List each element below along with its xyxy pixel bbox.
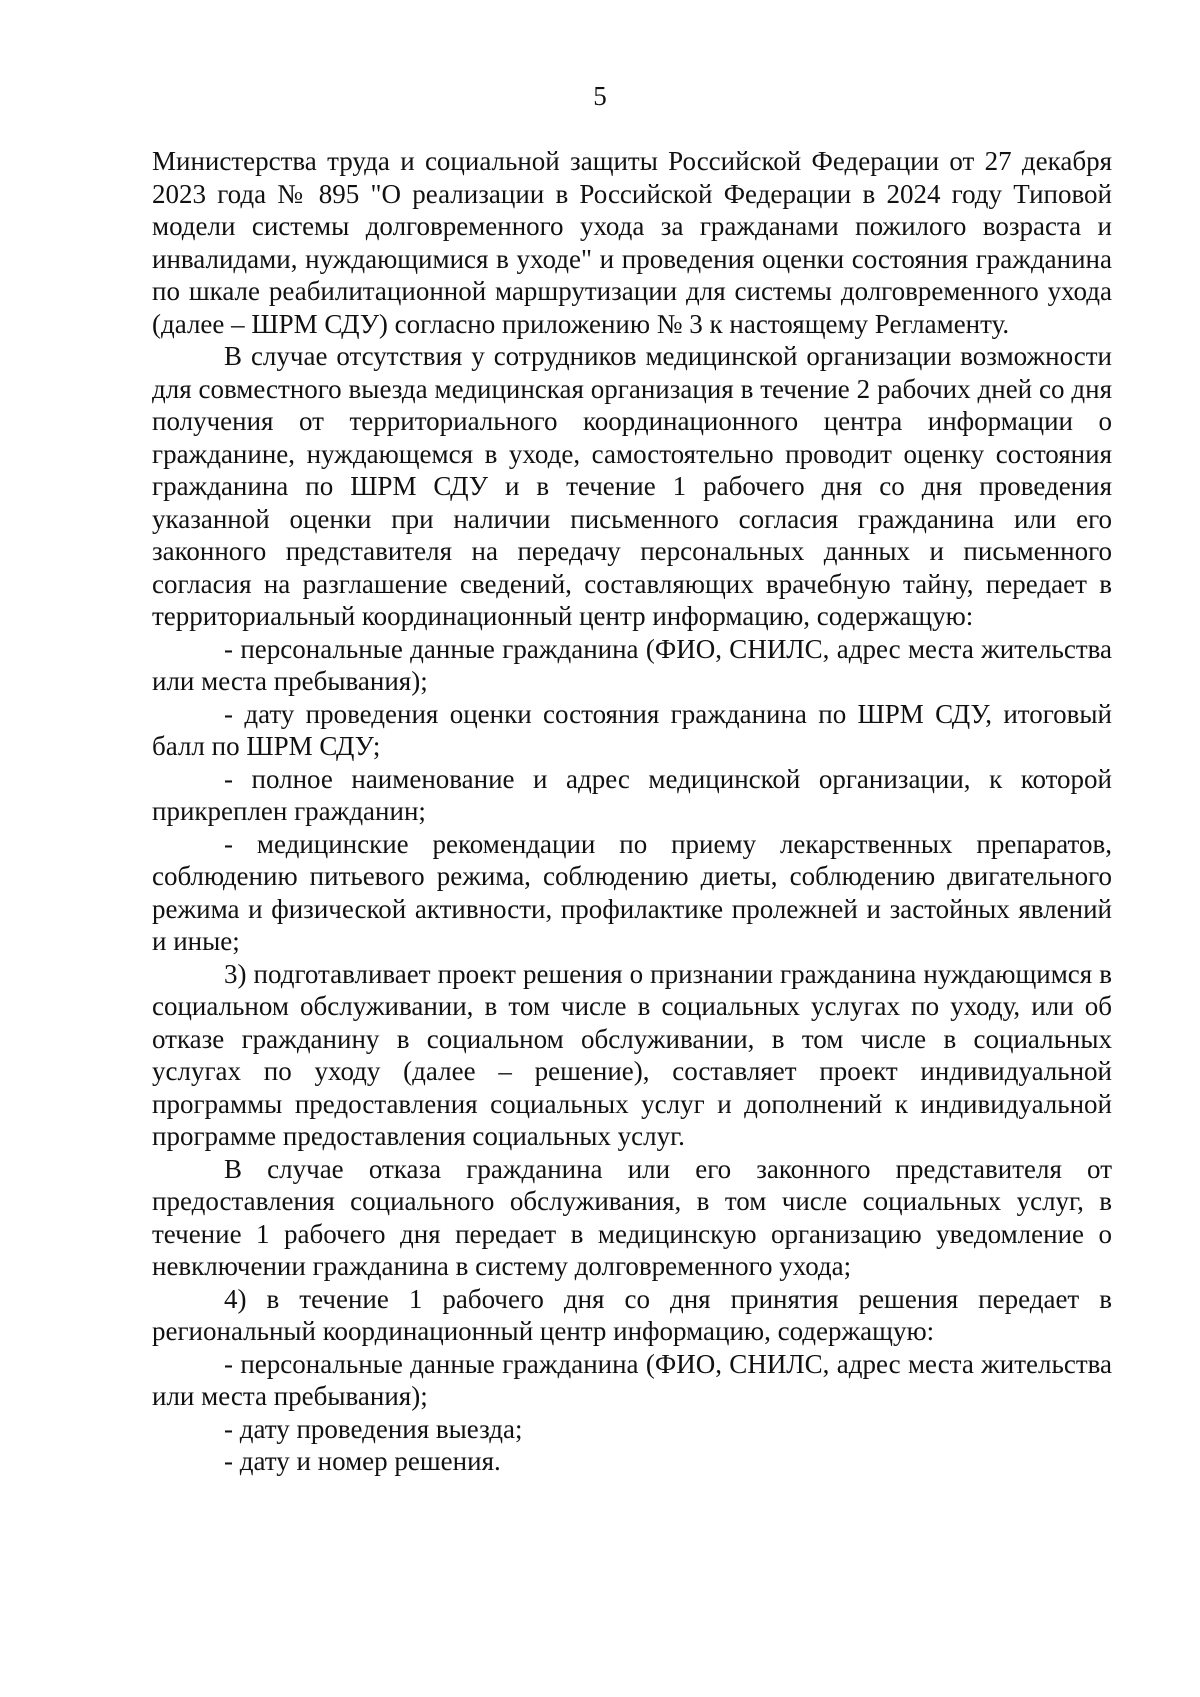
page-number: 5 [593, 81, 607, 111]
paragraph-item-4: 4) в течение 1 рабочего дня со дня принятия решения передает в региональный координационный центр информацию, содержащую: [152, 1283, 1112, 1346]
list-item-assessment-date: - дату проведения оценки состояния гражданина по ШРМ СДУ, итоговый балл по ШРМ СДУ; [152, 698, 1112, 761]
list-item-organization-name: - полное наименование и адрес медицинской организации, к которой прикреплен гражданин; [152, 763, 1112, 826]
paragraph-medical-organization-assessment: В случае отсутствия у сотрудников медицинской организации возможности для совместного выезда медицинская организация в течение 2 рабочих дней со дня получения от территориального координационного центра информации о гражданине, нуждающемся в уходе, самостоятельно проводит оценку состояния гражданина по ШРМ СДУ и в течение 1 рабочего дня со дня проведения указанной оценки при наличии письменного согласия гражданина или его законного представителя на передачу персональных данных и письменного согласия на разглашение сведений, составляющих врачебную тайну, передает в территориальный координационный центр информацию, содержащую: [152, 341, 1112, 631]
list-item-decision-date-number: - дату и номер решения. [224, 1446, 501, 1476]
list-item-personal-data-2: - персональные данные гражданина (ФИО, СНИЛС, адрес места жительства или места пребывания); [152, 1348, 1112, 1411]
list-item-visit-date: - дату проведения выезда; [224, 1413, 523, 1444]
document-body [152, 145, 1112, 1478]
list-item-medical-recommendations: - медицинские рекомендации по приему лекарственных препаратов, соблюдению питьевого режима, соблюдению диеты, соблюдению двигательного режима и физической активности, профилактике пролежней и застойных явлений и иные; [152, 828, 1112, 956]
paragraph-continuation: Министерства труда и социальной защиты Российской Федерации от 27 декабря 2023 года № 895 "О реализации в Российской Федерации в 2024 году Типовой модели системы долговременного ухода за гражданами пожилого возраста и инвалидами, нуждающимися в уходе" и проведения оценки состояния гражданина по шкале реабилитационной маршрутизации для системы долговременного ухода (далее – ШРМ СДУ) согласно приложению № 3 к настоящему Регламенту. [152, 146, 1112, 339]
paragraph-refusal: В случае отказа гражданина или его законного представителя от предоставления социального обслуживания, в том числе социальных услуг, в течение 1 рабочего дня передает в медицинскую организацию уведомление о невключении гражданина в систему долговременного ухода; [152, 1153, 1112, 1281]
list-item-personal-data: - персональные данные гражданина (ФИО, СНИЛС, адрес места жительства или места пребывания); [152, 633, 1112, 696]
paragraph-item-3: 3) подготавливает проект решения о признании гражданина нуждающимся в социальном обслуживании, в том числе в социальных услугах по уходу, или об отказе гражданину в социальном обслуживании, в том числе в социальных услугах по уходу (далее – решение), составляет проект индивидуальной программы предоставления социальных услуг и дополнений к индивидуальной программе предоставления социальных услуг. [152, 958, 1112, 1151]
